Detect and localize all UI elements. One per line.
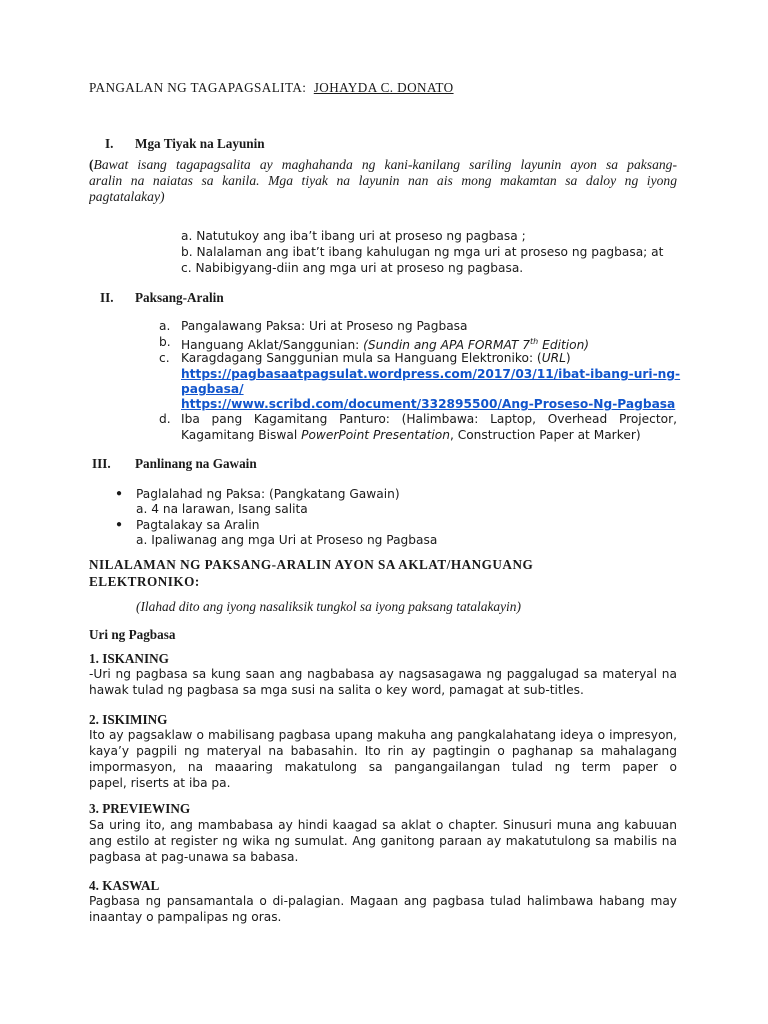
iskaning-body: -Uri ng pagbasa sa kung saan ang nagbabasa ay nagsasagawa ng paggalugad sa materyal na hawak tulad ng pagbasa sa mga susi na salita o key word, pamagat at sub-titles.: [89, 667, 677, 697]
note-open-paren: (: [89, 157, 94, 172]
kaswal-body: Pagbasa ng pansamantala o di-palagian. Magaan ang pagbasa tulad halimbawa habang may inaantay o pampalipas ng oras.: [89, 894, 677, 924]
section-3-title: Panlinang na Gawain: [135, 456, 257, 471]
iskaning-heading: 1. ISKANING: [89, 651, 169, 666]
speaker-heading: [89, 80, 454, 96]
topic-c: [181, 350, 571, 366]
uri-title: Uri ng Pagbasa: [89, 627, 176, 642]
topic-d-line-1: Iba pang Kagamitang Panturo: (Halimbawa: Laptop, Overhead Projector,: [181, 412, 677, 426]
bullet-icon: ●: [116, 519, 123, 530]
topic-a-marker: a.: [159, 319, 171, 333]
section-1-title: Mga Tiyak na Layunin: [135, 136, 265, 151]
activity-bullet-2-sub: a. Ipaliwanag ang mga Uri at Proseso ng Pagbasa: [136, 533, 438, 547]
speaker-name: JOHAYDA C. DONATO: [313, 80, 454, 95]
section-1-note: [89, 157, 677, 205]
topic-a: Pangalawang Paksa: Uri at Proseso ng Pagbasa: [181, 319, 468, 333]
url-close: ): [565, 351, 571, 365]
activity-bullet-1-sub: a. 4 na larawan, Isang salita: [136, 502, 308, 516]
iskiming-body: Ito ay pagsaklaw o mabilisang pagbasa upang makuha ang pangkalahatang ideya o impresyon, kaya’y pagpili ng materyal na babasahin. Ito rin ay pagtingin o paghanap sa mahalagang impormasyon, na maaaring makatulong sa pangangailangan tulad ng term paper o papel, riserts at iba pa.: [89, 728, 677, 790]
note-line-1: Bawat isang tagapagsalita ay maghahanda ng kani-kanilang sariling layunin ayon sa paksang-: [93, 157, 677, 172]
scribd-link[interactable]: https://www.scribd.com/document/332895500/Ang-Proseso-Ng-Pagbasa: [181, 397, 676, 411]
topic-c-label: Karagdagang Sanggunian mula sa Hanguang Elektroniko: (: [181, 351, 542, 365]
topic-d-line-2: Kagamitang Biswal PowerPoint Presentation, Construction Paper at Marker): [181, 428, 641, 442]
activity-bullet-2: Pagtalakay sa Aralin: [136, 518, 260, 532]
objective-b: b. Nalalaman ang ibat’t ibang kahulugan ng mga uri at proseso ng pagbasa; at: [181, 245, 664, 259]
content-heading-line-1: NILALAMAN NG PAKSANG-ARALIN AYON SA AKLAT/HANGUANG: [89, 557, 534, 572]
previewing-body: Sa uring ito, ang mambabasa ay hindi kaagad sa aklat o chapter. Sinusuri muna ang kabuuan ang estilo at register ng wika ng sumulat. Ang ganitong paraan ay makatutulong sa mabilis na pagbasa at pag-unawa sa babasa.: [89, 818, 677, 864]
wordpress-link-line-1[interactable]: https://pagbasaatpagsulat.wordpress.com/2017/03/11/ibat-ibang-uri-ng-: [181, 367, 681, 381]
note-line-3: pagtatalakay): [89, 189, 165, 204]
note-line-2: aralin na naiatas sa kanila. Mga tiyak na layunin nan ais mong makamtan sa daloy ng iyong: [89, 173, 677, 188]
content-heading-line-2: ELEKTRONIKO:: [89, 574, 200, 589]
section-1-number: I.: [105, 136, 114, 151]
kaswal-heading: 4. KASWAL: [89, 878, 160, 893]
section-2-number: II.: [100, 290, 114, 305]
previewing-heading: 3. PREVIEWING: [89, 801, 191, 816]
section-3-number: III.: [92, 456, 111, 471]
speaker-label: PANGALAN NG TAGAPAGSALITA:: [89, 80, 307, 95]
topic-c-marker: c.: [159, 351, 170, 365]
iskiming-heading: 2. ISKIMING: [89, 712, 168, 727]
section-2-title: Paksang-Aralin: [135, 290, 224, 305]
topic-b-marker: b.: [159, 335, 171, 349]
topic-b-label: Hanguang Aklat/Sanggunian:: [181, 338, 364, 353]
wordpress-link-line-2[interactable]: pagbasa/: [181, 382, 244, 396]
objective-c: c. Nabibigyang-diin ang mga uri at proseso ng pagbasa.: [181, 261, 524, 275]
url-label: URL: [541, 351, 566, 365]
activity-bullet-1: Paglalahad ng Paksa: (Pangkatang Gawain): [136, 487, 400, 501]
apa-format-note: (Sundin ang APA FORMAT 7th Edition): [363, 337, 590, 353]
objective-a: a. Natutukoy ang iba’t ibang uri at proseso ng pagbasa ;: [181, 229, 526, 243]
content-instruction: (Ilahad dito ang iyong nasaliksik tungkol sa iyong paksang tatalakayin): [136, 599, 521, 614]
bullet-icon: ●: [116, 488, 123, 499]
topic-d-marker: d.: [159, 412, 171, 426]
